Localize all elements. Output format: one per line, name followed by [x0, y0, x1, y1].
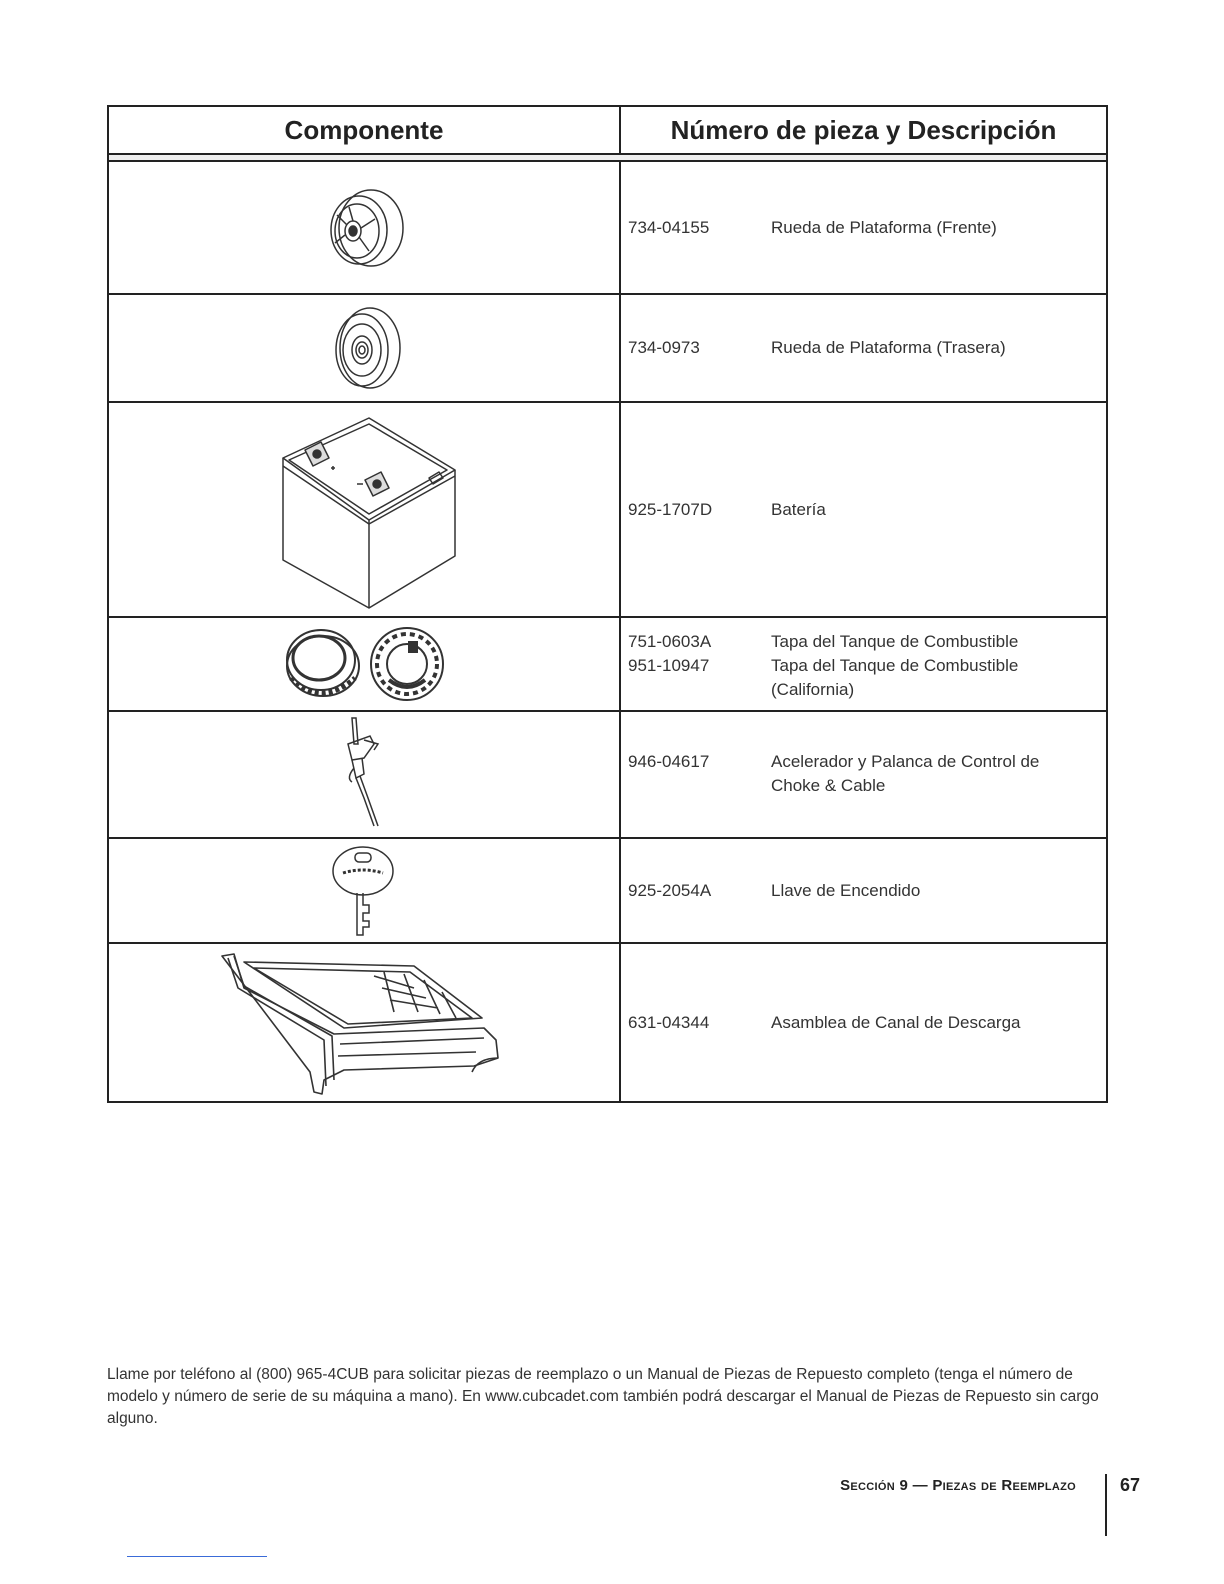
- part-description: Acelerador y Palanca de Control de Choke & Cable: [771, 752, 1040, 795]
- header-part-number: Número de pieza y Descripción: [670, 114, 1057, 145]
- component-image-cell: [109, 712, 621, 837]
- part-description: Tapa del Tanque de Combustible: [771, 632, 1019, 651]
- table-row: [109, 403, 1106, 618]
- header-divider: [109, 155, 1106, 162]
- part-number: 631-04344: [628, 1012, 710, 1032]
- part-description-cell: [621, 162, 1106, 293]
- component-image-cell: [109, 944, 621, 1101]
- battery-icon: [269, 410, 459, 610]
- component-image-cell: [109, 618, 621, 710]
- part-line: [628, 216, 1106, 240]
- part-number: 946-04617: [628, 752, 710, 771]
- component-image-cell: [109, 403, 621, 616]
- fuel-caps-icon: [279, 622, 449, 706]
- part-number: 925-1707D: [628, 499, 713, 519]
- part-description: Batería: [771, 499, 826, 519]
- part-line: [628, 630, 1106, 654]
- replacement-parts-note: Llame por teléfono al (800) 965-4CUB para solicitar piezas de reemplazo o un Manual de Piezas de Repuesto completo (tenga el número de modelo y número de serie de su máquina a mano). En www.cubcadet.com también podrá descargar el Manual de Piezas de Repuesto sin cargo alguno.: [107, 1366, 1099, 1427]
- parts-table: [107, 105, 1108, 1103]
- part-number: 734-04155: [628, 217, 710, 237]
- table-row: [109, 839, 1106, 944]
- wheel-rear-icon: [314, 298, 414, 398]
- part-number: 951-10947: [628, 656, 710, 675]
- part-description: Asamblea de Canal de Descarga: [771, 1012, 1021, 1032]
- part-description-cell: [621, 839, 1106, 942]
- section-label: Sección 9 — Piezas de Reemplazo: [840, 1477, 1076, 1494]
- part-line: [628, 498, 1106, 522]
- part-description-cell: [621, 944, 1106, 1101]
- part-description-cell: [621, 712, 1106, 837]
- bottom-link-underline: [127, 1556, 267, 1557]
- throttle-lever-icon: [334, 714, 394, 836]
- part-description: Llave de Encendido: [771, 880, 921, 900]
- part-number: 925-2054A: [628, 880, 712, 900]
- table-row: [109, 162, 1106, 295]
- wheel-front-icon: [309, 173, 419, 283]
- table-row: [109, 712, 1106, 839]
- part-line: [628, 336, 1106, 360]
- part-description: Rueda de Plataforma (Frente): [771, 217, 997, 237]
- table-row: [109, 618, 1106, 712]
- part-description-cell: [621, 618, 1106, 710]
- part-description-cell: [621, 295, 1106, 401]
- part-description: Rueda de Plataforma (Trasera): [771, 338, 1006, 357]
- footer-divider: [1105, 1474, 1107, 1536]
- component-image-cell: [109, 295, 621, 401]
- part-line: [628, 1011, 1106, 1035]
- part-description: Tapa del Tanque de Combustible (California): [771, 656, 1019, 699]
- part-line: [628, 879, 1106, 903]
- part-number: 751-0603A: [628, 632, 712, 651]
- table-row: [109, 944, 1106, 1101]
- part-line: [628, 750, 1106, 798]
- part-line: [628, 654, 1106, 702]
- table-header: [109, 107, 1106, 155]
- ignition-key-icon: [329, 843, 399, 939]
- part-description-cell: [621, 403, 1106, 616]
- table-row: [109, 295, 1106, 403]
- component-image-cell: [109, 839, 621, 942]
- component-image-cell: [109, 162, 621, 293]
- page-number: 67: [1120, 1475, 1141, 1495]
- header-componente: Componente: [109, 107, 621, 153]
- part-number: 734-0973: [628, 338, 700, 357]
- discharge-chute-icon: [214, 948, 514, 1098]
